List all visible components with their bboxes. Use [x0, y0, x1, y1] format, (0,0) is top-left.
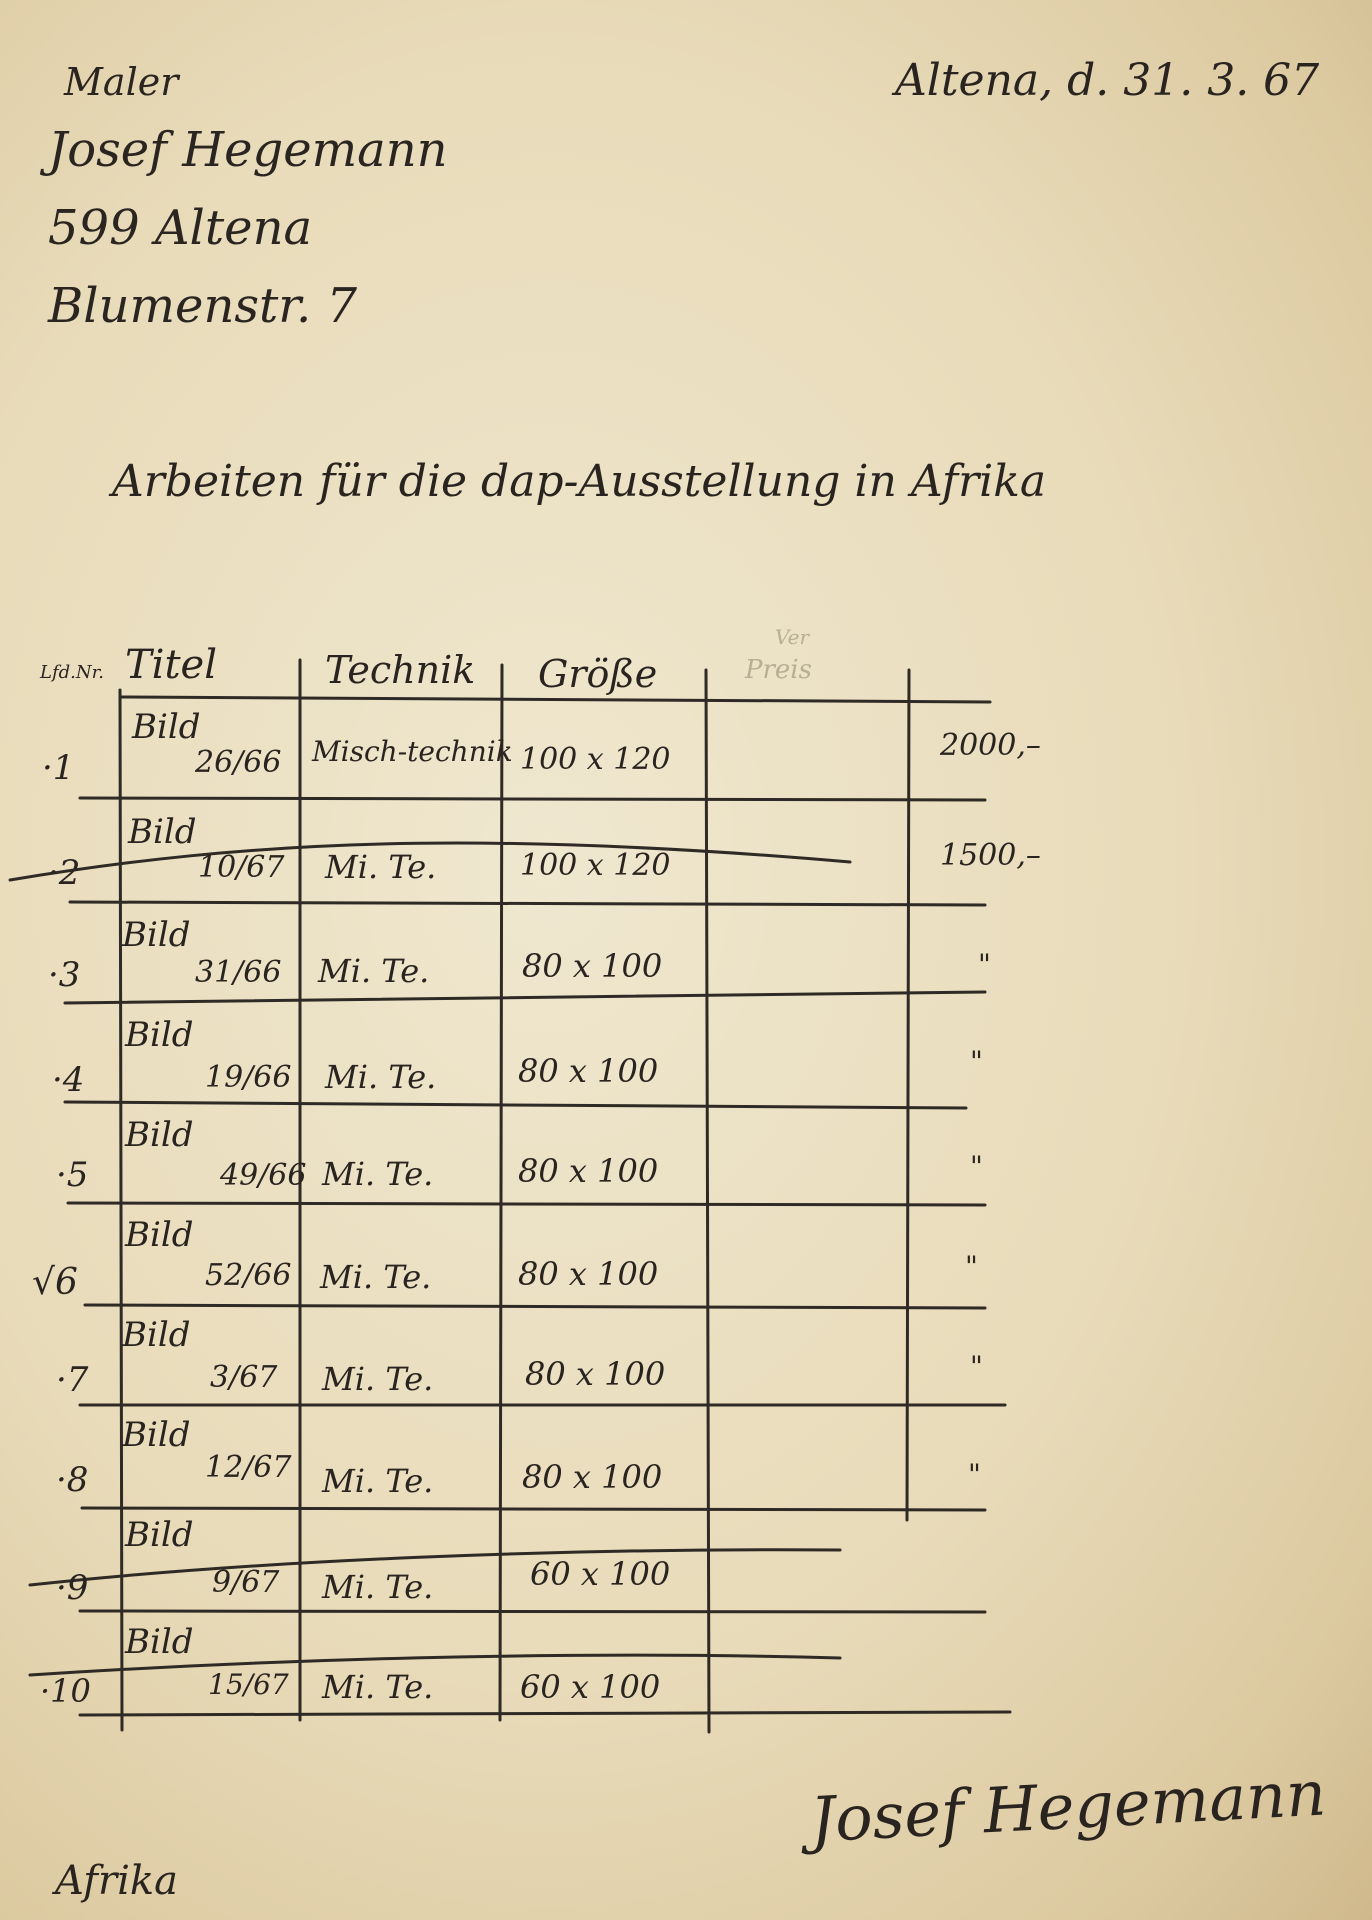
row-5-title: Bild	[125, 1115, 194, 1155]
row-3-size: 80 x 100	[522, 947, 663, 985]
row-4-price: "	[970, 1045, 983, 1078]
row-7-number: 3/67	[210, 1360, 278, 1395]
col-line-4	[706, 670, 709, 1732]
row-5-price: "	[970, 1150, 983, 1183]
row-9-title: Bild	[125, 1515, 194, 1555]
row-6-nr: √6	[32, 1262, 78, 1303]
row-4-title: Bild	[125, 1015, 194, 1055]
header-technik: Technik	[325, 648, 476, 692]
header-lfd-nr: Lfd.Nr.	[40, 662, 104, 683]
row-line-0	[122, 697, 990, 702]
row-1-size: 100 x 120	[520, 742, 671, 777]
row-3-title: Bild	[122, 915, 191, 955]
sender-name: Josef Hegemann	[48, 122, 448, 178]
row-line-1	[80, 798, 985, 800]
header-preis: Preis	[745, 655, 812, 685]
strike-row-9	[30, 1550, 840, 1585]
row-line-5	[68, 1203, 985, 1205]
col-line-1	[120, 690, 122, 1730]
row-9-number: 9/67	[212, 1565, 280, 1600]
row-line-10	[80, 1712, 1010, 1715]
row-6-technique: Mi. Te.	[320, 1258, 432, 1296]
row-2-title: Bild	[128, 812, 197, 852]
sender-profession: Maler	[64, 60, 179, 104]
row-9-technique: Mi. Te.	[322, 1568, 434, 1606]
row-6-title: Bild	[125, 1215, 194, 1255]
row-2-technique: Mi. Te.	[325, 848, 437, 886]
row-10-number: 15/67	[208, 1668, 289, 1701]
row-5-size: 80 x 100	[518, 1152, 659, 1190]
row-8-number: 12/67	[205, 1450, 292, 1485]
row-1-technique: Misch-technik	[312, 735, 513, 768]
row-3-number: 31/66	[195, 955, 282, 990]
row-7-size: 80 x 100	[525, 1355, 666, 1393]
row-1-title: Bild	[132, 707, 201, 747]
sender-city: 599 Altena	[48, 200, 313, 256]
row-1-price: 2000,–	[940, 728, 1041, 763]
row-9-nr: ·9	[56, 1568, 89, 1608]
row-10-title: Bild	[125, 1622, 194, 1662]
row-1-number: 26/66	[195, 745, 282, 780]
row-8-size: 80 x 100	[522, 1458, 663, 1496]
row-2-nr: ·2	[48, 853, 81, 893]
row-line-2	[70, 902, 985, 905]
row-7-technique: Mi. Te.	[322, 1360, 434, 1398]
row-5-number: 49/66	[220, 1158, 307, 1193]
signature: Josef Hegemann	[808, 1756, 1328, 1857]
sender-street: Blumenstr. 7	[48, 278, 358, 334]
row-7-price: "	[970, 1350, 983, 1383]
letter-date: Altena, d. 31. 3. 67	[895, 55, 1320, 106]
row-3-nr: ·3	[48, 955, 81, 995]
header-groesse: Größe	[538, 652, 658, 696]
col-line-5	[907, 670, 909, 1520]
row-line-8	[82, 1508, 985, 1510]
row-8-technique: Mi. Te.	[322, 1462, 434, 1500]
row-5-nr: ·5	[56, 1155, 89, 1195]
row-1-nr: ·1	[42, 748, 75, 788]
row-2-size: 100 x 120	[520, 848, 671, 883]
row-10-nr: ·10	[40, 1672, 91, 1710]
row-line-3	[65, 992, 985, 1003]
row-3-price: "	[978, 948, 991, 981]
row-3-technique: Mi. Te.	[318, 952, 430, 990]
row-line-6	[85, 1305, 985, 1308]
row-line-4	[65, 1102, 966, 1108]
row-6-size: 80 x 100	[518, 1255, 659, 1293]
row-2-number: 10/67	[198, 850, 285, 885]
header-titel: Titel	[125, 642, 218, 688]
header-preis-note: Ver	[775, 625, 810, 649]
row-5-technique: Mi. Te.	[322, 1155, 434, 1193]
row-8-title: Bild	[122, 1415, 191, 1455]
row-9-size: 60 x 100	[530, 1555, 671, 1593]
row-8-nr: ·8	[56, 1460, 89, 1500]
row-6-price: "	[965, 1250, 978, 1283]
row-4-size: 80 x 100	[518, 1052, 659, 1090]
document-heading: Arbeiten für die dap-Ausstellung in Afrika	[112, 456, 1047, 507]
row-8-price: "	[968, 1458, 981, 1491]
row-10-technique: Mi. Te.	[322, 1668, 434, 1706]
row-line-9	[80, 1611, 985, 1612]
col-line-3	[500, 665, 502, 1720]
row-4-number: 19/66	[205, 1060, 292, 1095]
row-6-number: 52/66	[205, 1258, 292, 1293]
row-2-price: 1500,–	[940, 838, 1041, 873]
row-10-size: 60 x 100	[520, 1668, 661, 1706]
row-7-nr: ·7	[56, 1360, 89, 1400]
row-4-technique: Mi. Te.	[325, 1058, 437, 1096]
footer-note: Afrika	[55, 1858, 178, 1904]
row-7-title: Bild	[122, 1315, 191, 1355]
row-4-nr: ·4	[52, 1060, 85, 1100]
